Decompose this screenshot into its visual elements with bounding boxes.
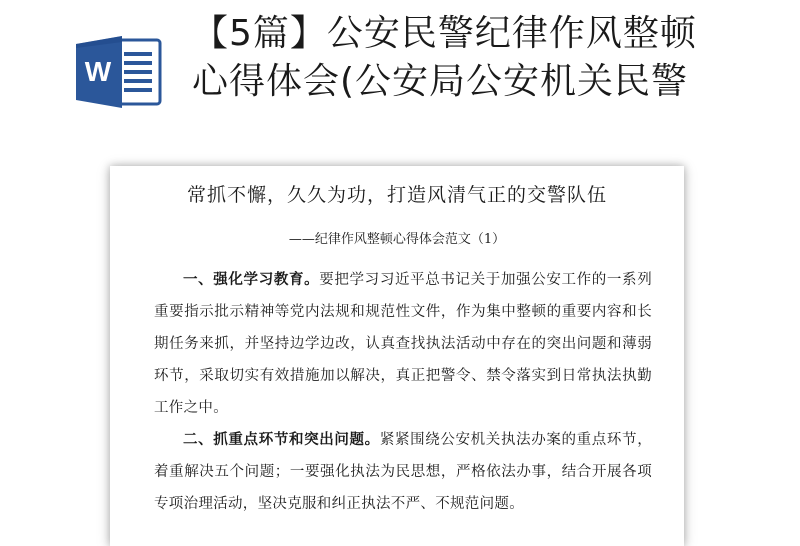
header-title xyxy=(192,10,752,106)
header-title-line-1: 【5篇】公安民警纪律作风整顿 xyxy=(192,13,697,54)
document-subtitle: ——纪律作风整顿心得体会范文（1） xyxy=(288,232,506,247)
document-title: 常抓不懈，久久为功，打造风清气正的交警队伍 xyxy=(186,184,607,206)
header-title-line-2: 心得体会(公安局公安机关民警 xyxy=(192,61,689,102)
paragraph-1-text: 要把学习习近平总书记关于加强公安工作的一系列重要指示批示精神等党内法规和规范性文件，作为集中整顿的重要内容和长期任务来抓，并坚持边学边改，认真查找执法活动中存在的突出问题和薄弱环节，采取切实有效措施加以解决，真正把警令、禁令落实到日常执法执勤工作之中。 xyxy=(154,272,652,416)
paragraph-2 xyxy=(154,424,652,520)
paragraph-1 xyxy=(154,264,652,424)
paragraph-2-lead: 二、抓重点环节和突出问题。 xyxy=(183,431,380,448)
paragraph-1-lead: 一、强化学习教育。 xyxy=(183,271,320,288)
paragraph-2-text: 紧紧围绕公安机关执法办案的重点环节，着重解决五个问题；一要强化执法为民思想，严格依法办事，结合开展各项专项治理活动，坚决克服和纠正执法不严、不规范问题。 xyxy=(154,432,652,512)
word-document-icon xyxy=(76,34,164,110)
document-page xyxy=(110,166,684,546)
word-icon-letter: W xyxy=(84,56,112,87)
